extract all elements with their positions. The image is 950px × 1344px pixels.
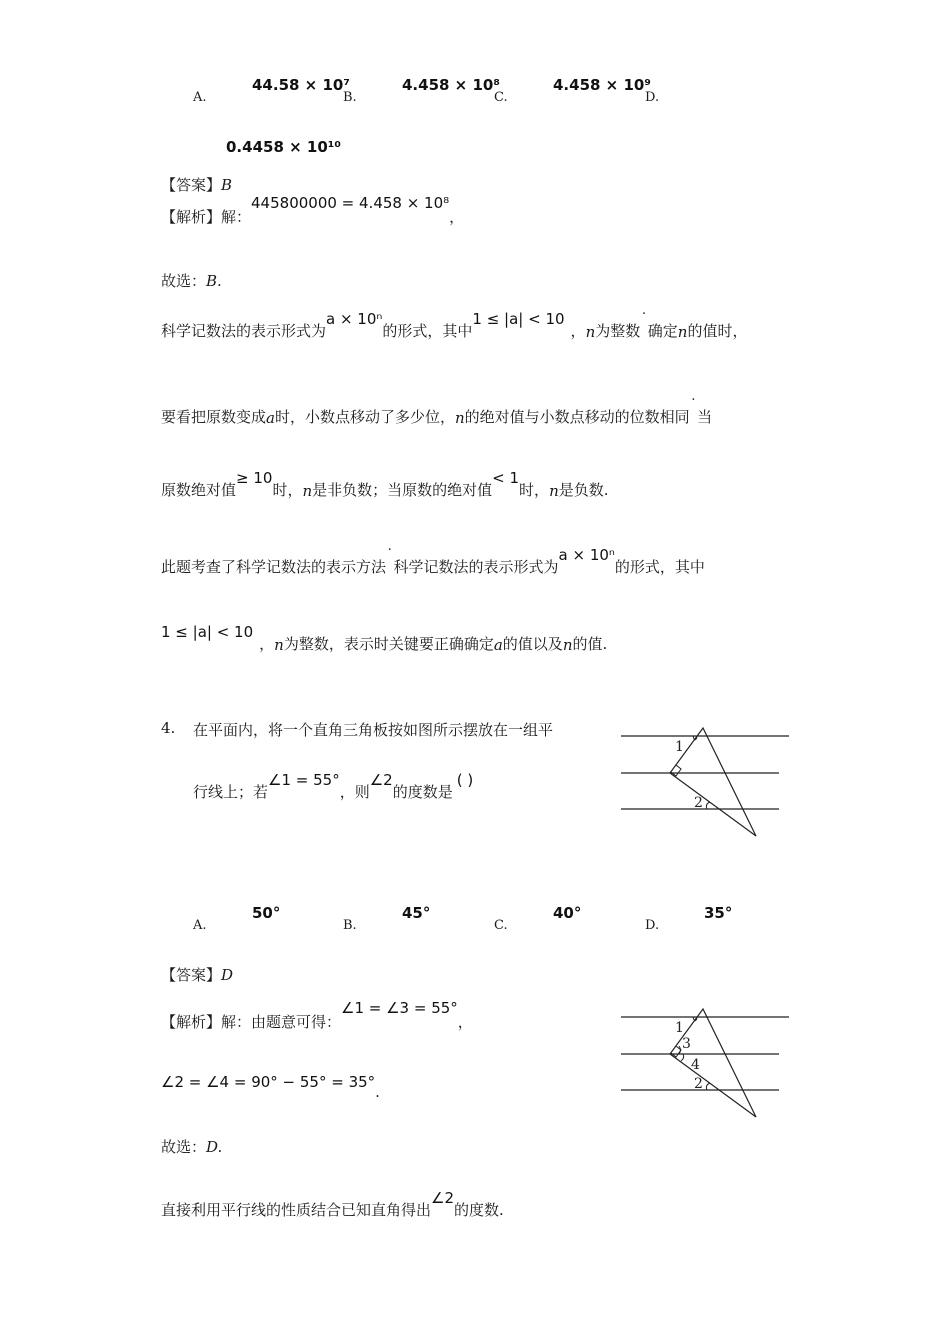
q3-option-d-value: 0.4458 × 10¹⁰ xyxy=(226,138,341,156)
q4-stem-line-1: 在平面内，将一个直角三角板按如图所示摆放在一组平 xyxy=(193,721,554,739)
q3-p1-text-2: 的形式，其中 xyxy=(382,322,473,340)
q3-p4-text-3: 的形式，其中 xyxy=(614,558,705,576)
q3-p4-mark: ˙ xyxy=(386,546,394,564)
q4-stem-line-2 xyxy=(193,771,474,802)
q3-p3-math-1: ≥ 10 xyxy=(236,469,273,487)
q4-choose-value: D. xyxy=(206,1138,223,1156)
q4-summary-text-1: 直接利用平行线的性质结合已知直角得出 xyxy=(161,1201,432,1219)
q3-analysis-math: 445800000 = 4.458 × 10⁸ xyxy=(251,194,450,212)
q3-p3-text-4: 时， xyxy=(519,481,550,499)
q4-analysis xyxy=(161,999,473,1032)
q4-choose xyxy=(161,1136,222,1157)
q4-choose-prefix: 故选： xyxy=(161,1138,207,1156)
q4-analysis-math-2: ∠2 = ∠4 = 90° − 55° = 35° xyxy=(161,1073,376,1091)
q3-p5-math-1: 1 ≤ |a| < 10 xyxy=(161,623,254,641)
angle-2-label: 2 xyxy=(694,795,703,811)
q3-p5-text-4: 的值. xyxy=(572,635,608,653)
q3-para-2 xyxy=(161,396,713,427)
angle-1-label: 1 xyxy=(675,1020,684,1036)
q4-answer-value: D xyxy=(221,966,234,984)
q4-option-c-label: C. xyxy=(494,918,508,933)
q4-analysis-line-2 xyxy=(161,1073,380,1101)
q3-p1-text-1: 科学记数法的表示形式为 xyxy=(161,322,327,340)
q3-p5-text-1: ， xyxy=(259,635,275,653)
q3-p3-math-2: < 1 xyxy=(492,469,520,487)
q4-option-d-label: D. xyxy=(645,918,660,933)
q3-p1-text-3: ， xyxy=(570,322,586,340)
q4-answer-paren: ( ) xyxy=(456,771,474,789)
q3-para-4 xyxy=(161,546,705,577)
q3-p3-text-3: 是非负数；当原数的绝对值 xyxy=(312,481,493,499)
angle-3-arc xyxy=(679,1046,681,1054)
q3-p2-text-2: 时，小数点移动了多少位， xyxy=(274,408,455,426)
q3-p3-var-n2: n xyxy=(549,482,559,500)
q4-stem-math-1: ∠1 = 55° xyxy=(268,771,340,789)
q3-p1-text-5: 确定 xyxy=(647,322,678,340)
q4-analysis-prefix: 【解析】解：由题意可得： xyxy=(161,1013,342,1031)
q4-summary-math: ∠2 xyxy=(431,1189,455,1207)
q3-p3-var-n1: n xyxy=(302,482,313,500)
q3-answer-prefix: 【答案】 xyxy=(161,176,222,194)
q3-p1-text-4: 为整数 xyxy=(595,322,641,340)
q4-answer-prefix: 【答案】 xyxy=(161,966,222,984)
angle-1-label: 1 xyxy=(675,739,684,755)
q3-p1-math-1: a × 10ⁿ xyxy=(326,310,383,328)
q3-p2-var-a: a xyxy=(266,409,275,427)
q3-option-b-label: B. xyxy=(343,90,357,105)
q3-p2-text-3: 的绝对值与小数点移动的位数相同 xyxy=(464,408,690,426)
q4-stem-text-1: 行线上；若 xyxy=(193,783,269,801)
q4-option-b-value: 45° xyxy=(402,904,431,922)
q3-p2-mark: ˙ xyxy=(689,396,698,414)
q4-summary xyxy=(161,1189,504,1220)
q3-p3-text-5: 是负数. xyxy=(558,481,609,499)
angle-4-label: 4 xyxy=(691,1057,700,1073)
q3-p5-var-a: a xyxy=(493,636,503,654)
q3-p1-var-n1: n xyxy=(585,323,596,341)
q3-p3-text-1: 原数绝对值 xyxy=(161,481,237,499)
q4-option-d-value: 35° xyxy=(704,904,733,922)
q3-choose xyxy=(161,270,222,291)
q4-answer xyxy=(161,964,233,985)
angle-2-arc xyxy=(706,1083,710,1090)
q4-stem-text-2: ，则 xyxy=(339,783,370,801)
q3-p4-text-2: 科学记数法的表示形式为 xyxy=(393,558,559,576)
angle-2-arc xyxy=(706,802,710,809)
q3-para-5 xyxy=(161,623,608,654)
q4-figure-2 xyxy=(615,1003,795,1128)
q3-p5-var-n2: n xyxy=(562,636,573,654)
q3-p4-math-1: a × 10ⁿ xyxy=(558,546,615,564)
q3-p2-text-1: 要看把原数变成 xyxy=(161,408,267,426)
q4-figure-1 xyxy=(615,725,795,845)
q4-option-b-label: B. xyxy=(343,918,357,933)
q3-choose-prefix: 故选： xyxy=(161,272,207,290)
angle-2-label: 2 xyxy=(694,1076,703,1092)
q4-option-c-value: 40° xyxy=(553,904,582,922)
q3-option-a-value: 44.58 × 10⁷ xyxy=(252,76,350,94)
angle-3-label: 3 xyxy=(682,1036,691,1052)
q3-p5-text-3: 的值以及 xyxy=(502,635,563,653)
q3-para-3 xyxy=(161,469,609,500)
angle-4-arc xyxy=(681,1054,684,1061)
q3-analysis xyxy=(161,194,465,227)
q3-option-c-value: 4.458 × 10⁹ xyxy=(553,76,651,94)
q4-analysis-period: . xyxy=(375,1083,380,1101)
q4-stem-text-3: 的度数是 xyxy=(392,783,453,801)
q3-option-d-label: D. xyxy=(645,90,660,105)
q3-answer-value: B xyxy=(221,176,233,194)
q4-option-a-label: A. xyxy=(193,918,207,933)
q3-p2-var-n: n xyxy=(454,409,465,427)
q3-p1-math-2: 1 ≤ |a| < 10 xyxy=(472,310,565,328)
q3-analysis-comma: ， xyxy=(449,208,465,226)
q3-p1-mark: ˙ xyxy=(640,310,648,328)
q3-p5-text-2: 为整数，表示时关键要正确确定 xyxy=(283,635,494,653)
q4-summary-text-2: 的度数. xyxy=(454,1201,504,1219)
q3-p3-text-2: 时， xyxy=(272,481,303,499)
q3-choose-value: B. xyxy=(206,272,222,290)
q3-answer xyxy=(161,174,232,195)
q3-para-1 xyxy=(161,310,748,341)
q4-stem-math-2: ∠2 xyxy=(369,771,393,789)
q3-option-a-label: A. xyxy=(193,90,207,105)
q3-p4-text-1: 此题考查了科学记数法的表示方法 xyxy=(161,558,387,576)
q3-p5-var-n1: n xyxy=(274,636,284,654)
q4-option-a-value: 50° xyxy=(252,904,281,922)
q4-analysis-comma: ， xyxy=(457,1013,473,1031)
q3-p1-var-n2: n xyxy=(677,323,688,341)
q4-number: 4. xyxy=(161,719,176,737)
q3-option-c-label: C. xyxy=(494,90,508,105)
q3-p2-text-4: 当 xyxy=(697,408,713,426)
q3-option-b-value: 4.458 × 10⁸ xyxy=(402,76,500,94)
q3-p1-text-6: 的值时， xyxy=(687,322,748,340)
q3-analysis-prefix: 【解析】解： xyxy=(161,208,252,226)
q4-analysis-math: ∠1 = ∠3 = 55° xyxy=(341,999,458,1017)
